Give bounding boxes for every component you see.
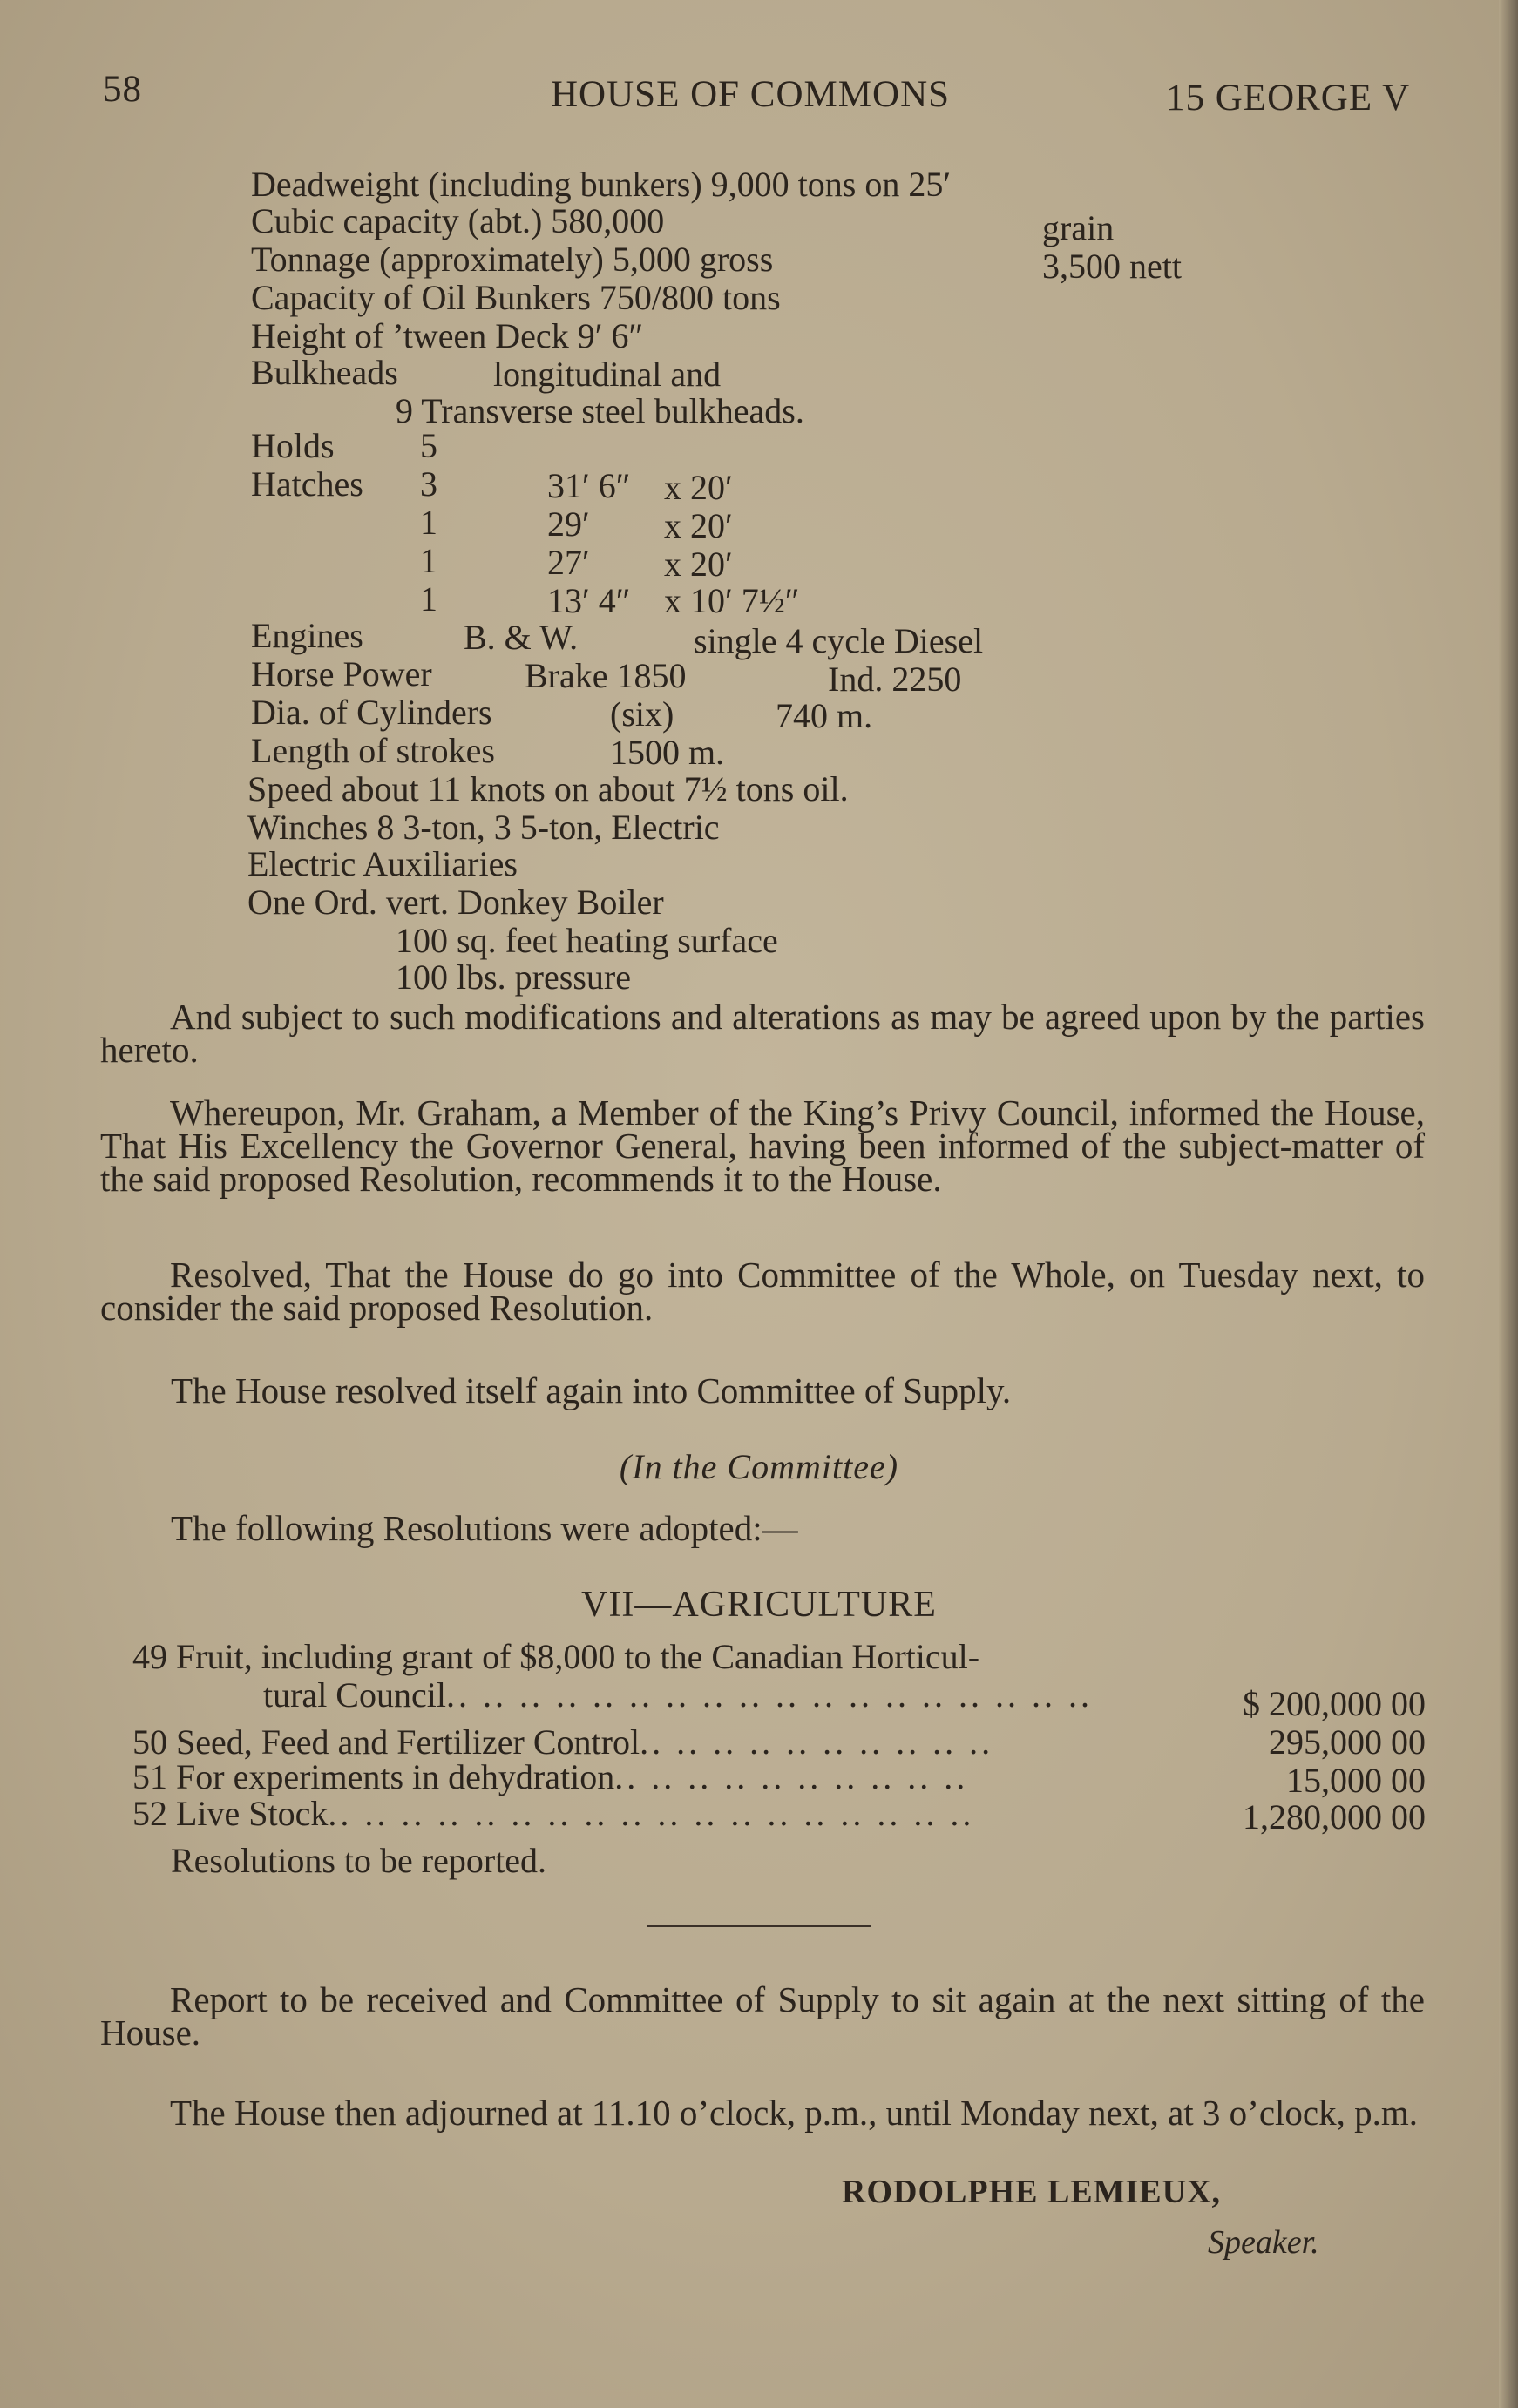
spec-tween-deck: Height of ’tween Deck 9′ 6″	[251, 316, 644, 355]
spec-engines-make: B. & W.	[464, 618, 579, 657]
list-item	[132, 1638, 979, 1676]
spec-bulkheads-cont: 9 Transverse steel bulkheads.	[396, 391, 804, 430]
spec-nett: 3,500 nett	[1042, 247, 1182, 286]
hatch-count: 1	[420, 503, 437, 542]
hatch-count: 1	[420, 541, 437, 580]
hatch-length: 29′	[547, 504, 590, 544]
spec-bulkheads-value: longitudinal and	[493, 355, 722, 394]
spec-deadweight: Deadweight (including bunkers) 9,000 tons on 25′	[251, 165, 952, 204]
spec-stroke-label: Length of strokes	[251, 731, 495, 770]
spec-hp-ind: Ind. 2250	[828, 659, 962, 699]
vote-continuation: tural Council.. .. .. .. .. .. .. .. .. .. .. .. .. .. .. .. .. ..	[263, 1675, 1093, 1715]
paragraph-adjourned: The House then adjourned at 11.10 o’clock, p.m., until Monday next, at 3 o’clock, p.m.	[170, 2093, 1419, 2133]
vote-number: 52	[132, 1794, 167, 1833]
hatch-width: x 20′	[664, 545, 733, 584]
spec-bulkheads-label: Bulkheads	[251, 353, 398, 392]
hatch-width: x 20′	[664, 506, 733, 545]
section-divider	[647, 1925, 871, 1927]
hatch-length: 31′ 6″	[547, 466, 631, 505]
spec-heating-surface: 100 sq. feet heating surface	[396, 921, 778, 960]
spec-dia-label: Dia. of Cylinders	[251, 693, 492, 732]
speaker-title: Speaker.	[1208, 2224, 1319, 2261]
paragraph-whereupon: Whereupon, Mr. Graham, a Member of the King’s Privy Council, informed the House, That His Excellency the Governor General, having been informed of the subject-matter of the said proposed Resolution, recommends it to the House.	[100, 1092, 1425, 1199]
spec-dia-value: 740 m.	[776, 696, 873, 735]
spec-boiler: One Ord. vert. Donkey Boiler	[247, 883, 664, 922]
vote-text: Live Stock	[176, 1794, 329, 1833]
spec-cubic-capacity: Cubic capacity (abt.) 580,000	[251, 201, 665, 240]
hatch-width: x 10′ 7½″	[664, 581, 800, 620]
paragraph-resolved: Resolved, That the House do go into Committee of the Whole, on Tuesday next, to consider the said proposed Resolution.	[100, 1255, 1425, 1328]
spec-pressure: 100 lbs. pressure	[396, 957, 631, 997]
vote-number: 49	[132, 1637, 167, 1676]
page-title: HOUSE OF COMMONS	[551, 74, 951, 115]
vote-amount: 295,000 00	[1269, 1722, 1426, 1762]
paragraph-modifications: And subject to such modifications and alterations as may be agreed upon by the parties hereto.	[100, 997, 1425, 1070]
paragraph-report: Report to be received and Committee of Supply to sit again at the next sitting of the House.	[100, 1979, 1425, 2053]
spec-auxiliaries: Electric Auxiliaries	[247, 844, 518, 883]
page-number: 58	[103, 69, 142, 110]
spec-oil-bunkers: Capacity of Oil Bunkers 750/800 tons	[251, 278, 781, 317]
spec-engines-label: Engines	[251, 616, 363, 655]
spec-stroke-value: 1500 m.	[610, 733, 725, 772]
spec-winches: Winches 8 3-ton, 3 5-ton, Electric	[247, 808, 720, 847]
vote-text: Seed, Feed and Fertilizer Control	[176, 1722, 640, 1762]
vote-number: 51	[132, 1757, 167, 1796]
spec-holds-label: Holds	[251, 426, 335, 465]
resolutions-reported: Resolutions to be reported.	[171, 1841, 547, 1880]
spec-tonnage: Tonnage (approximately) 5,000 gross	[251, 240, 774, 279]
section-heading: VII—AGRICULTURE	[581, 1585, 937, 1625]
hatch-length: 13′ 4″	[547, 581, 631, 620]
vote-text: For experiments in dehydration	[176, 1757, 615, 1796]
list-item: 50 Seed, Feed and Fertilizer Control.. .. .. .. .. .. .. .. .. ..	[132, 1722, 994, 1762]
vote-number: 50	[132, 1722, 167, 1762]
hatch-length: 27′	[547, 543, 590, 582]
spec-hp-brake: Brake 1850	[525, 656, 687, 695]
spec-engines-type: single 4 cycle Diesel	[694, 621, 984, 660]
vote-amount: $ 200,000 00	[1243, 1684, 1426, 1723]
paragraph-resolutions-adopted: The following Resolutions were adopted:—	[171, 1508, 798, 1548]
spec-hp-label: Horse Power	[251, 654, 432, 693]
spec-dia-six: (six)	[610, 694, 674, 734]
hatch-width: x 20′	[664, 468, 733, 507]
hatch-count: 1	[420, 579, 437, 619]
spec-grain: grain	[1042, 208, 1115, 247]
spec-hatches-label: Hatches	[251, 464, 363, 504]
session-label: 15 GEORGE V	[1166, 78, 1411, 118]
spec-holds-value: 5	[420, 426, 437, 465]
vote-amount: 1,280,000 00	[1243, 1797, 1426, 1836]
speaker-name: RODOLPHE LEMIEUX,	[842, 2174, 1222, 2210]
paragraph-committee-of-supply: The House resolved itself again into Committee of Supply.	[171, 1370, 1012, 1410]
spec-speed: Speed about 11 knots on about 7½ tons oil.	[247, 769, 849, 808]
list-item: 51 For experiments in dehydration.. .. .. .. .. .. .. .. .. ..	[132, 1757, 969, 1796]
page-edge-shadow	[1499, 0, 1518, 2408]
list-item: 52 Live Stock.. .. .. .. .. .. .. .. .. .. .. .. .. .. .. .. .. ..	[132, 1794, 975, 1833]
hatch-count: 3	[420, 464, 437, 504]
vote-text: Fruit, including grant of $8,000 to the Canadian Horticul-	[176, 1637, 980, 1676]
committee-heading: (In the Committee)	[619, 1447, 899, 1486]
vote-amount: 15,000 00	[1286, 1761, 1426, 1800]
